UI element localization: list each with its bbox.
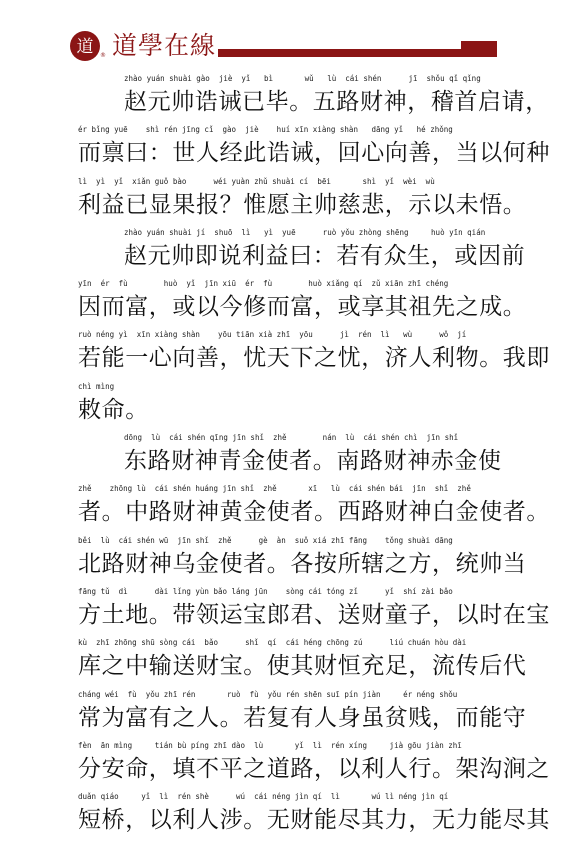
text-line xyxy=(78,636,527,687)
logo-char: 道 xyxy=(76,37,94,57)
pinyin-annotation: lì yì yǐ xiǎn guǒ bào wéi yuàn zhǔ shuài cí bēi shì yǐ wèi wù xyxy=(78,176,435,186)
text-line xyxy=(78,790,550,841)
scripture-text xyxy=(78,72,550,841)
pinyin-annotation: kù zhī zhōng shū sòng cái bǎo shǐ qí cái héng chōng zú liú chuán hòu dài xyxy=(78,638,467,648)
text-line xyxy=(78,431,502,482)
chinese-text: 北路财神乌金使者。各按所辖之方，统帅当 xyxy=(78,550,527,577)
pinyin-annotation: fāng tǔ dì dài lǐng yùn bǎo láng jūn sòng cái tóng zǐ yǐ shí zài bǎo xyxy=(78,586,453,596)
text-line xyxy=(78,585,550,636)
text-line xyxy=(78,277,527,328)
site-header xyxy=(0,28,574,68)
header-accent-block xyxy=(461,41,497,57)
pinyin-annotation: dōng lù cái shén qīng jīn shǐ zhě nán lù cái shén chì jīn shǐ xyxy=(124,433,459,443)
text-line xyxy=(78,739,550,790)
pinyin-annotation: běi lù cái shén wū jīn shǐ zhě gè àn suǒ xiá zhī fāng tǒng shuài dāng xyxy=(78,535,453,545)
text-line xyxy=(78,688,527,739)
text-line xyxy=(78,72,549,123)
brand-title[interactable]: 道學在線 xyxy=(112,31,217,60)
text-line xyxy=(78,175,527,226)
pinyin-annotation: duǎn qiáo yǐ lì rén shè wú cái néng jìn qí lì wú lì néng jìn qí xyxy=(78,792,449,802)
text-line xyxy=(78,534,527,585)
text-line xyxy=(78,226,526,277)
chinese-text: 常为富有之人。若复有人身虽贫贱，而能守 xyxy=(78,704,527,731)
text-line xyxy=(78,380,502,431)
chinese-text: 赵元帅即说利益曰：若有众生，或因前 xyxy=(124,242,526,269)
pinyin-annotation: ér bǐng yuē shì rén jīng cǐ gào jiè huí xīn xiàng shàn dāng yǐ hé zhǒng xyxy=(78,125,453,135)
pinyin-annotation: yīn ér fù huò yǐ jīn xiū ér fù huò xiǎng qí zǔ xiān zhī chéng xyxy=(78,279,449,289)
logo[interactable] xyxy=(70,31,100,61)
chinese-text: 若能一心向善，忧天下之忧，济人利物。我即 xyxy=(78,345,550,372)
chinese-text: 库之中输送财宝。使其财恒充足，流传后代 xyxy=(78,653,527,680)
chinese-text: 赵元帅诰诫已毕。五路财神，稽首启请， xyxy=(124,89,549,115)
chinese-text: 利益已显果报？惟愿主帅慈悲，示以未悟。 xyxy=(78,191,527,218)
text-line xyxy=(78,123,550,174)
chinese-text: 短桥，以利人涉。无财能尽其力，无力能尽其 xyxy=(78,807,550,834)
chinese-text: 方土地。带领运宝郎君、送财童子，以时在宝 xyxy=(78,601,550,628)
chinese-text: 者。中路财神黄金使者。西路财神白金使者。 xyxy=(78,499,550,526)
header-divider-bar xyxy=(218,49,497,57)
pinyin-annotation: zhào yuán shuài gào jiè yǐ bì wǔ lù cái shén jī shǒu qǐ qǐng xyxy=(124,74,481,83)
pinyin-annotation: zhào yuán shuài jí shuō lì yì yuē ruò yǒu zhòng shēng huò yīn qián xyxy=(124,227,486,237)
pinyin-annotation: chì mìng xyxy=(78,381,115,391)
pinyin-annotation: cháng wéi fù yǒu zhī rén ruò fù yǒu rén shēn suī pín jiàn ér néng shǒu xyxy=(78,689,458,699)
chinese-text: 因而富，或以今修而富，或享其祖先之成。 xyxy=(78,294,527,321)
text-line xyxy=(78,482,550,533)
pinyin-annotation: ruò néng yì xīn xiàng shàn yōu tiān xià zhī yōu jì rén lì wù wǒ jí xyxy=(78,330,467,340)
logo-icon xyxy=(70,31,100,61)
chinese-text: 敕命。 xyxy=(78,396,149,423)
chinese-text: 东路财神青金使者。南路财神赤金使 xyxy=(124,448,502,475)
pinyin-annotation: fèn ān mìng tián bù píng zhī dào lù yǐ lì rén xíng jià gōu jiàn zhī xyxy=(78,740,462,750)
chinese-text: 分安命，填不平之道路，以利人行。架沟涧之 xyxy=(78,755,550,782)
text-line xyxy=(78,328,550,379)
chinese-text: 而禀曰：世人经此诰诫，回心向善，当以何种 xyxy=(78,140,550,167)
pinyin-annotation: zhě zhōng lù cái shén huáng jīn shǐ zhě xī lù cái shén bái jīn shǐ zhě xyxy=(78,484,471,494)
registered-mark: ® xyxy=(100,52,106,59)
